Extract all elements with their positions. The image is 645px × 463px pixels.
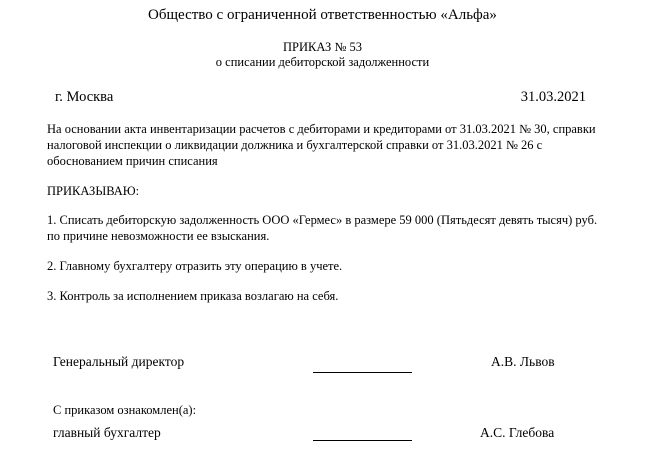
acknowledged-label: С приказом ознакомлен(а): xyxy=(53,403,197,417)
city: г. Москва xyxy=(55,89,114,105)
director-signature-line xyxy=(313,372,412,373)
orders-heading: ПРИКАЗЫВАЮ: xyxy=(47,184,140,198)
order-item: 3. Контроль за исполнением приказа возлагаю на себя. xyxy=(47,289,339,303)
basis-paragraph: На основании акта инвентаризации расчетов с дебиторами и кредиторами от 31.03.2021 № 30, справки налоговой инспекции о ликвидации должника и бухгалтерской справки от 31.03.2021 № 26 с обоснованием причин списания xyxy=(47,122,596,168)
accountant-name: А.С. Глебова xyxy=(480,425,555,440)
director-position: Генеральный директор xyxy=(53,354,185,369)
order-title: ПРИКАЗ № 53 xyxy=(283,40,362,54)
order-item: 2. Главному бухгалтеру отразить эту операцию в учете. xyxy=(47,259,343,273)
order-subject: о списании дебиторской задолженности xyxy=(215,55,430,69)
accountant-position: главный бухгалтер xyxy=(53,425,161,440)
accountant-signature-line xyxy=(313,440,412,441)
order-item: 1. Списать дебиторскую задолженность ООО «Гермес» в размере 59 000 (Пятьдесят девять тысяч) руб. по причине невозможности ее взыскания. xyxy=(47,213,598,243)
director-name: А.В. Львов xyxy=(491,354,555,369)
order-date: 31.03.2021 xyxy=(520,89,586,105)
organization-name: Общество с ограниченной ответственностью «Альфа» xyxy=(148,7,497,23)
